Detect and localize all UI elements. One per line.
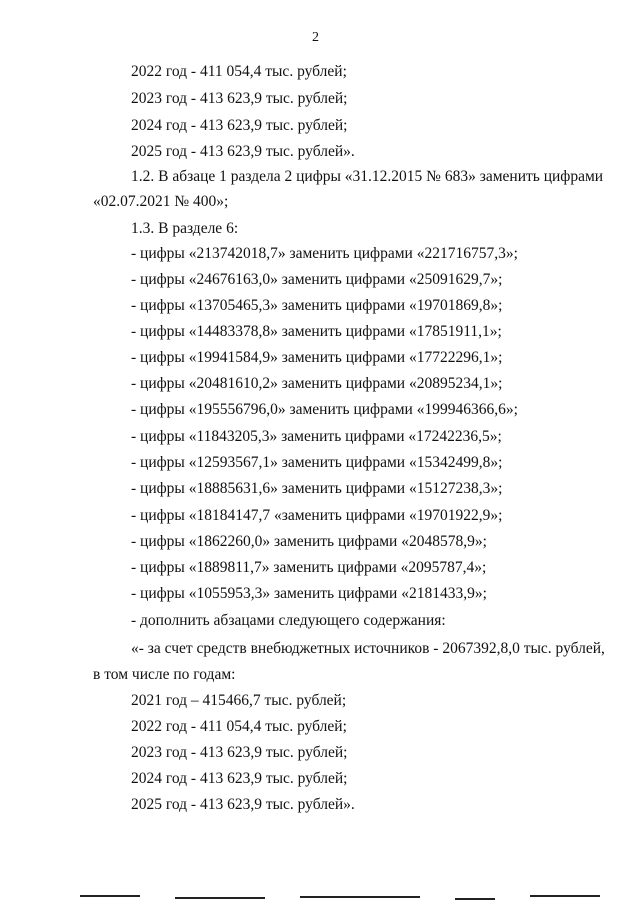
text-line: в том числе по годам: <box>93 666 236 683</box>
text-line: - цифры «13705465,3» заменить цифрами «19701869,8»; <box>131 297 503 314</box>
text-line: - цифры «11843205,3» заменить цифрами «17242236,5»; <box>131 428 502 445</box>
text-line: 2022 год - 411 054,4 тыс. рублей; <box>131 718 347 735</box>
text-line: - цифры «12593567,1» заменить цифрами «15342499,8»; <box>131 454 503 471</box>
text-line: - цифры «24676163,0» заменить цифрами «25091629,7»; <box>131 271 503 288</box>
page-number: 2 <box>312 30 319 45</box>
text-line: - цифры «195556796,0» заменить цифрами «199946366,6»; <box>131 401 518 418</box>
text-line: - цифры «14483378,8» заменить цифрами «17851911,1»; <box>131 323 502 340</box>
text-line: - цифры «213742018,7» заменить цифрами «221716757,3»; <box>131 245 518 262</box>
scan-edge-artifact <box>0 891 631 905</box>
text-line: 2024 год - 413 623,9 тыс. рублей; <box>131 770 348 787</box>
text-line: 2025 год - 413 623,9 тыс. рублей». <box>131 796 355 813</box>
text-line: - цифры «18184147,7 «заменить цифрами «19701922,9»; <box>131 507 503 524</box>
text-line: - цифры «1862260,0» заменить цифрами «2048578,9»; <box>131 533 487 550</box>
text-line: 2025 год - 413 623,9 тыс. рублей». <box>131 143 355 160</box>
text-line: 2023 год - 413 623,9 тыс. рублей; <box>131 90 348 107</box>
text-line: 2023 год - 413 623,9 тыс. рублей; <box>131 744 348 761</box>
text-line: «- за счет средств внебюджетных источников - 2067392,8,0 тыс. рублей, <box>131 640 605 657</box>
text-line: - цифры «19941584,9» заменить цифрами «17722296,1»; <box>131 349 503 366</box>
text-line: - цифры «18885631,6» заменить цифрами «15127238,3»; <box>131 480 503 497</box>
text-line: - цифры «20481610,2» заменить цифрами «20895234,1»; <box>131 375 503 392</box>
text-line: - дополнить абзацами следующего содержания: <box>131 612 446 629</box>
text-line: 1.2. В абзаце 1 раздела 2 цифры «31.12.2015 № 683» заменить цифрами <box>131 168 604 185</box>
text-line: - цифры «1889811,7» заменить цифрами «2095787,4»; <box>131 559 487 576</box>
text-line: «02.07.2021 № 400»; <box>93 193 229 210</box>
text-line: 2024 год - 413 623,9 тыс. рублей; <box>131 117 348 134</box>
text-line: - цифры «1055953,3» заменить цифрами «2181433,9»; <box>131 585 487 602</box>
text-line: 2021 год – 415466,7 тыс. рублей; <box>131 692 347 709</box>
text-line: 1.3. В разделе 6: <box>131 220 239 237</box>
text-line: 2022 год - 411 054,4 тыс. рублей; <box>131 63 347 80</box>
